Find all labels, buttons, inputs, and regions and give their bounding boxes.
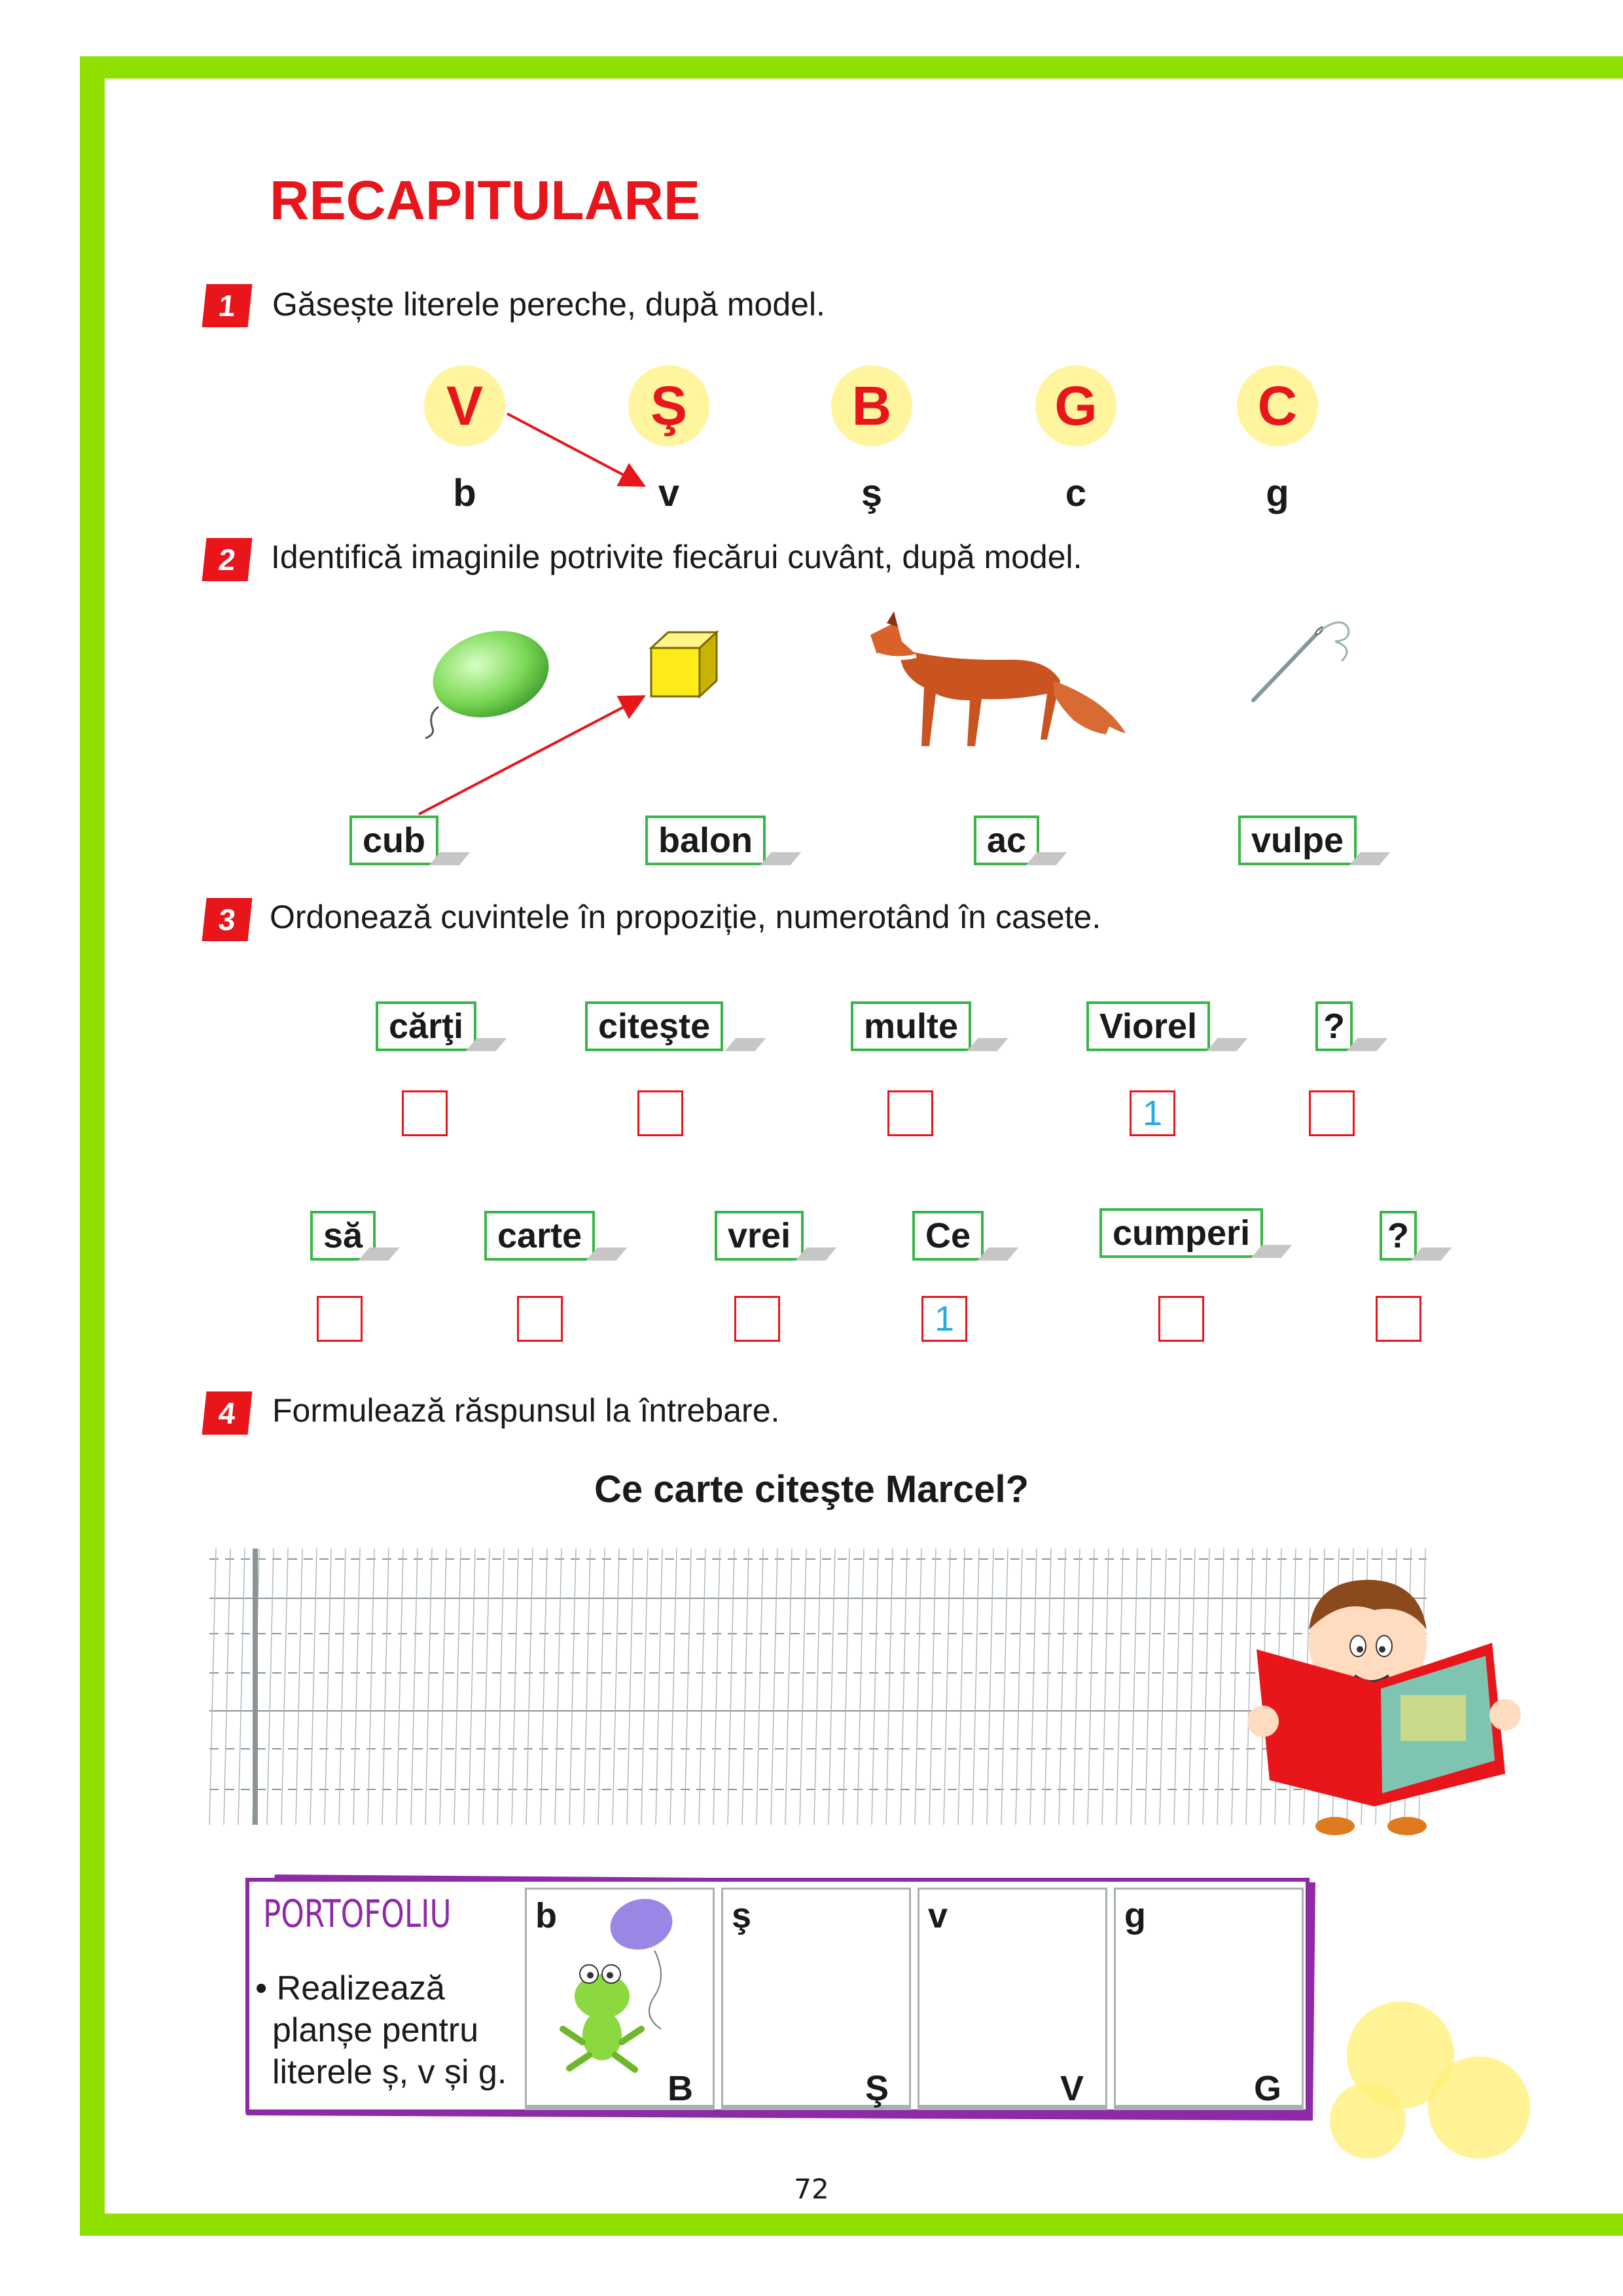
- slant-guide: [411, 1549, 418, 1825]
- capital-letter-g[interactable]: G: [1035, 365, 1116, 446]
- slant-guide: [742, 1549, 749, 1825]
- slant-guide: [1203, 1549, 1209, 1825]
- slant-guide: [526, 1549, 533, 1825]
- slant-guide: [757, 1549, 763, 1825]
- slant-guide: [915, 1549, 921, 1825]
- slant-guide: [1088, 1549, 1094, 1825]
- slant-guide: [886, 1549, 893, 1825]
- slant-guide: [713, 1549, 720, 1825]
- example-arrow-letters: [507, 414, 641, 484]
- word-tag-multe[interactable]: multe: [851, 1001, 971, 1051]
- word-tag-balon[interactable]: balon: [645, 816, 766, 865]
- frog-with-balloon-icon: [556, 1892, 700, 2081]
- slant-guide: [541, 1549, 547, 1825]
- fox-icon[interactable]: [851, 609, 1139, 759]
- exercise-4-instruction: Formulează răspunsul la întrebare.: [272, 1392, 780, 1429]
- word-tag-vulpe[interactable]: vulpe: [1238, 816, 1357, 865]
- word-tag-vrei[interactable]: vrei: [715, 1211, 804, 1261]
- small-letter-b[interactable]: b: [453, 472, 476, 514]
- slant-guide: [785, 1549, 792, 1825]
- capital-letter-c[interactable]: C: [1237, 365, 1318, 446]
- slant-guide: [310, 1549, 317, 1825]
- word-tag-ce[interactable]: Ce: [912, 1211, 984, 1261]
- slant-guide: [1217, 1549, 1224, 1825]
- small-letter-g[interactable]: g: [1266, 472, 1289, 514]
- capital-letter-b[interactable]: B: [831, 365, 912, 446]
- page-number: 72: [794, 2173, 829, 2205]
- slant-guide: [382, 1549, 389, 1825]
- slant-guide: [1016, 1549, 1022, 1825]
- card-small-letter: b: [535, 1896, 557, 1935]
- slant-guide: [569, 1549, 576, 1825]
- slant-guide: [512, 1549, 518, 1825]
- capital-letter-s-cedilla[interactable]: Ş: [628, 365, 709, 446]
- order-box[interactable]: [317, 1296, 363, 1342]
- slant-guide: [771, 1549, 777, 1825]
- card-capital-letter: Ş: [865, 2069, 889, 2108]
- word-tag-cumperi[interactable]: cumperi: [1099, 1208, 1263, 1258]
- portfolio-line-2: planșe pentru: [272, 2011, 479, 2049]
- slant-guide: [800, 1549, 806, 1825]
- slant-guide: [901, 1549, 907, 1825]
- portfolio-title: PORTOFOLIU: [263, 1892, 452, 1936]
- slant-guide: [397, 1549, 403, 1825]
- slant-guide: [209, 1549, 216, 1825]
- slant-guide: [353, 1549, 360, 1825]
- card-small-letter: ş: [732, 1896, 752, 1935]
- slant-guide: [325, 1549, 331, 1825]
- slant-guide: [1044, 1549, 1051, 1825]
- slant-guide: [857, 1549, 864, 1825]
- slant-guide: [1188, 1549, 1195, 1825]
- order-box[interactable]: 1: [1130, 1090, 1175, 1136]
- slant-guide: [843, 1549, 849, 1825]
- balloon-icon[interactable]: [412, 622, 556, 740]
- boy-reading-book-icon: [1243, 1551, 1531, 1839]
- slant-guide: [1232, 1549, 1238, 1825]
- needle-icon[interactable]: [1243, 609, 1361, 707]
- order-box[interactable]: [887, 1090, 933, 1136]
- slant-guide: [339, 1549, 346, 1825]
- exercise-3-number: 3: [202, 898, 253, 941]
- slant-guide: [1131, 1549, 1137, 1825]
- word-tag-question-mark[interactable]: ?: [1315, 1001, 1353, 1051]
- card-capital-letter: B: [668, 2069, 693, 2108]
- portfolio-line-1: • Realizează: [255, 1969, 445, 2007]
- slant-guide: [1174, 1549, 1181, 1825]
- word-tag-cub[interactable]: cub: [349, 816, 438, 865]
- slant-guide: [656, 1549, 662, 1825]
- slant-guide: [425, 1549, 432, 1825]
- cube-icon[interactable]: [645, 628, 723, 702]
- card-capital-letter: V: [1060, 2069, 1084, 2108]
- slant-guide: [872, 1549, 878, 1825]
- order-box[interactable]: 1: [921, 1296, 967, 1342]
- order-box[interactable]: [1376, 1296, 1421, 1342]
- card-small-letter: v: [928, 1896, 948, 1935]
- slant-guide: [1030, 1549, 1037, 1825]
- slant-guide: [454, 1549, 461, 1825]
- slant-guide: [1160, 1549, 1166, 1825]
- question-text: Ce carte citeşte Marcel?: [594, 1468, 1029, 1511]
- slant-guide: [685, 1549, 691, 1825]
- slant-guide: [497, 1549, 504, 1825]
- exercise-4-number: 4: [202, 1391, 253, 1435]
- slant-guide: [728, 1549, 734, 1825]
- portfolio-line-3: literele ș, v și g.: [272, 2053, 507, 2091]
- order-box[interactable]: [734, 1296, 780, 1342]
- slant-guide: [972, 1549, 979, 1825]
- slant-guide: [670, 1549, 677, 1825]
- slant-guide: [627, 1549, 633, 1825]
- slant-guide: [613, 1549, 619, 1825]
- slant-guide: [1102, 1549, 1109, 1825]
- word-tag-viorel[interactable]: Viorel: [1086, 1001, 1210, 1051]
- slant-guide: [440, 1549, 446, 1825]
- small-letter-s-cedilla[interactable]: ş: [861, 472, 883, 514]
- slant-guide: [699, 1549, 705, 1825]
- order-box[interactable]: [1158, 1296, 1204, 1342]
- slant-guide: [238, 1549, 245, 1825]
- slant-guide: [1116, 1549, 1123, 1825]
- small-letter-c[interactable]: c: [1065, 472, 1087, 514]
- card-capital-letter: G: [1254, 2069, 1282, 2108]
- slant-guide: [829, 1549, 835, 1825]
- word-tag-carte[interactable]: carte: [484, 1211, 595, 1261]
- slant-guide: [584, 1549, 590, 1825]
- slant-guide: [224, 1549, 230, 1825]
- word-tag-carti[interactable]: cărţi: [376, 1001, 476, 1051]
- exercise-2-number: 2: [202, 538, 253, 581]
- word-tag-question-mark[interactable]: ?: [1380, 1211, 1417, 1261]
- slant-guide: [469, 1549, 475, 1825]
- slant-guide: [555, 1549, 562, 1825]
- slant-guide: [296, 1549, 302, 1825]
- capital-letter-v[interactable]: V: [424, 365, 505, 446]
- slant-guide: [814, 1549, 821, 1825]
- slant-guide: [1145, 1549, 1152, 1825]
- order-box[interactable]: [517, 1296, 563, 1342]
- slant-guide: [368, 1549, 374, 1825]
- small-letter-v[interactable]: v: [658, 472, 680, 514]
- slant-guide: [929, 1549, 936, 1825]
- slant-guide: [944, 1549, 950, 1825]
- slant-guide: [1059, 1549, 1065, 1825]
- order-box[interactable]: [402, 1090, 448, 1136]
- card-small-letter: g: [1124, 1896, 1146, 1935]
- slant-guide: [1001, 1549, 1008, 1825]
- exercise-1-number: 1: [202, 284, 253, 327]
- slant-guide: [987, 1549, 993, 1825]
- word-tag-citeste[interactable]: citeşte: [585, 1001, 723, 1051]
- slant-guide: [598, 1549, 605, 1825]
- decorative-circles-icon: [1322, 1990, 1544, 2173]
- word-tag-ac[interactable]: ac: [974, 816, 1039, 865]
- order-box[interactable]: [1309, 1090, 1355, 1136]
- slant-guide: [483, 1549, 490, 1825]
- slant-guide: [267, 1549, 274, 1825]
- word-tag-sa[interactable]: să: [310, 1211, 376, 1261]
- slant-guide: [958, 1549, 965, 1825]
- exercise-2-instruction: Identifică imaginile potrivite fiecărui cuvânt, după model.: [271, 539, 1082, 575]
- slant-guide: [281, 1549, 288, 1825]
- exercise-1-instruction: Găsește literele pereche, după model.: [272, 286, 825, 323]
- order-box[interactable]: [637, 1090, 683, 1136]
- exercise-3-instruction: Ordonează cuvintele în propoziție, numerotând în casete.: [270, 899, 1101, 935]
- page-title: RECAPITULARE: [270, 170, 701, 231]
- slant-guide: [1073, 1549, 1080, 1825]
- slant-guide: [641, 1549, 648, 1825]
